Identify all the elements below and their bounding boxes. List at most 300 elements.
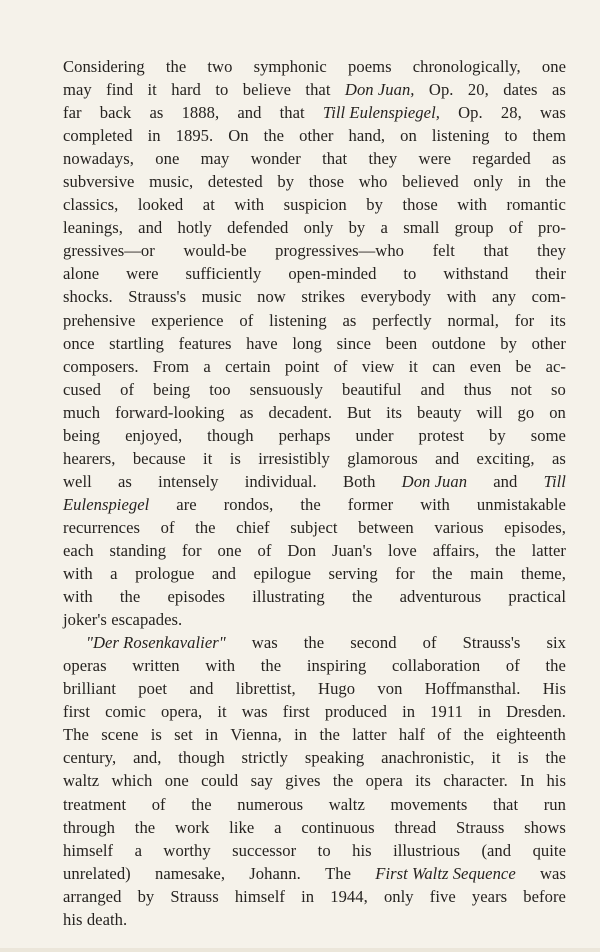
word: not <box>510 379 532 399</box>
word: the <box>319 725 340 745</box>
word: other <box>299 126 334 146</box>
word: by <box>348 218 366 238</box>
word: it <box>217 702 227 722</box>
word: (and <box>481 840 512 860</box>
word: his <box>63 909 83 929</box>
word: suspicion <box>283 195 347 215</box>
word: only <box>383 886 414 906</box>
word: like <box>229 817 255 837</box>
word: 28, <box>500 103 522 123</box>
word: music, <box>149 172 194 192</box>
word: latter <box>531 540 566 560</box>
text-line <box>63 677 566 700</box>
word: serving <box>328 564 378 584</box>
word: various <box>434 517 484 537</box>
word: theme, <box>520 564 566 584</box>
word: escapades. <box>111 610 183 630</box>
word: successor <box>232 840 297 860</box>
word: run <box>543 794 566 814</box>
word: The <box>63 725 89 745</box>
word: they <box>537 241 566 261</box>
word: withstand <box>443 264 509 284</box>
word: unrelated) <box>63 863 131 883</box>
word: of <box>437 725 452 745</box>
word: who <box>358 172 388 192</box>
word: five <box>429 886 456 906</box>
word: his <box>352 840 372 860</box>
text-line <box>63 262 566 285</box>
italic-title: Till Eulenspiegel, <box>322 103 440 123</box>
word: protest <box>418 425 465 445</box>
word: that <box>279 103 305 123</box>
word: a <box>134 840 142 860</box>
word: with <box>63 587 93 607</box>
word: long <box>292 333 323 353</box>
word: to <box>403 264 417 284</box>
text-line <box>63 862 566 885</box>
word: the <box>134 817 156 837</box>
word: to <box>215 80 229 100</box>
word: ac- <box>545 356 566 376</box>
word: under <box>355 425 394 445</box>
word: the <box>300 494 321 514</box>
word: the <box>545 172 566 192</box>
word: of <box>160 517 175 537</box>
word: alone <box>63 264 100 284</box>
text-line <box>63 885 566 908</box>
word: completed <box>63 126 133 146</box>
word: pro- <box>538 218 566 238</box>
word: intensely <box>158 471 219 491</box>
text-line <box>63 285 566 308</box>
word: its <box>550 310 566 330</box>
word: second <box>350 633 397 653</box>
word: by <box>366 195 383 215</box>
word: dates <box>503 80 538 100</box>
word: beautiful <box>342 379 402 399</box>
word: be <box>515 356 532 376</box>
word: in <box>147 126 161 146</box>
word: view <box>361 356 395 376</box>
word: latter <box>352 725 387 745</box>
word: only <box>473 172 504 192</box>
word: in <box>205 725 219 745</box>
word: illustrious <box>393 840 460 860</box>
word: as <box>118 471 132 491</box>
word: chronologically, <box>412 57 521 76</box>
word: first <box>63 702 90 722</box>
word: though <box>207 425 254 445</box>
text-line <box>63 631 566 654</box>
word: hard <box>171 80 201 100</box>
word: may <box>63 80 92 100</box>
word: between <box>358 517 414 537</box>
word: epilogue <box>253 564 312 584</box>
word: been <box>385 333 418 353</box>
word: But <box>347 402 372 422</box>
text-line <box>63 516 566 539</box>
word: by <box>137 886 155 906</box>
word: Both <box>342 471 376 491</box>
word: opera <box>365 771 403 791</box>
word: that <box>493 794 519 814</box>
text-line <box>63 723 566 746</box>
word: one <box>155 149 180 169</box>
word: as <box>552 149 566 169</box>
word: with <box>205 656 236 676</box>
word: and <box>138 218 163 238</box>
word: of <box>333 356 348 376</box>
word: once <box>63 333 95 353</box>
word: 20, <box>467 80 489 100</box>
word: regarded <box>472 149 531 169</box>
word: them <box>532 126 566 146</box>
word: episodes, <box>504 517 566 537</box>
word: From <box>152 356 190 376</box>
word: for <box>395 564 415 584</box>
word: strikes <box>301 287 346 307</box>
word: His <box>542 679 566 699</box>
word: Strauss's <box>462 633 521 653</box>
word: which <box>111 771 153 791</box>
word: Juan's <box>331 540 373 560</box>
word: for <box>182 540 202 560</box>
word: in <box>294 725 308 745</box>
word: much <box>63 402 101 422</box>
word: of <box>505 656 520 676</box>
word: operas <box>63 656 107 676</box>
word: character. <box>443 771 508 791</box>
text-line <box>63 562 566 585</box>
word: waltz <box>63 771 100 791</box>
italic-title: First Waltz Sequence <box>375 863 516 883</box>
word: practical <box>508 587 566 607</box>
word: hotly <box>177 218 212 238</box>
word: is <box>517 748 529 768</box>
word: perhaps <box>278 425 331 445</box>
word: is <box>150 725 162 745</box>
word: Hoffmansthal. <box>424 679 521 699</box>
word: former <box>347 494 394 514</box>
word: could <box>201 771 239 791</box>
text-line <box>63 309 566 332</box>
word: and <box>237 103 262 123</box>
word: strictly <box>241 748 289 768</box>
word: worthy <box>163 840 211 860</box>
word: sensuously <box>249 379 323 399</box>
word: shocks. <box>63 287 113 307</box>
word: von <box>377 679 403 699</box>
word: poet <box>138 679 168 699</box>
word: the <box>351 587 373 607</box>
word: the <box>332 771 354 791</box>
word: the <box>165 57 187 76</box>
word: will <box>476 402 503 422</box>
word: wonder <box>250 149 301 169</box>
text-line <box>63 654 566 677</box>
word: by <box>277 172 295 192</box>
word: 1888, <box>181 103 220 123</box>
text-line <box>63 539 566 562</box>
word: century, <box>63 748 117 768</box>
word: joker's <box>63 610 107 630</box>
word: go <box>517 402 535 422</box>
word: in <box>478 702 492 722</box>
text-line <box>63 793 566 816</box>
word: its <box>386 402 402 422</box>
word: as <box>551 80 566 100</box>
word: looked <box>137 195 184 215</box>
word: believe <box>242 80 291 100</box>
word: decadent. <box>268 402 333 422</box>
word: with <box>63 564 93 584</box>
word: written <box>132 656 180 676</box>
text-line <box>63 585 566 608</box>
word: since <box>336 333 372 353</box>
word: is <box>229 448 241 468</box>
text-line <box>63 700 566 723</box>
word: eighteenth <box>496 725 566 745</box>
word: on <box>400 126 417 146</box>
text-line <box>63 216 566 239</box>
word: one <box>164 771 189 791</box>
word: individual. <box>244 471 317 491</box>
text-line <box>63 447 566 470</box>
word: leanings, <box>63 218 123 238</box>
word: Op. <box>428 80 454 100</box>
word: classics, <box>63 195 119 215</box>
word: first <box>282 702 310 722</box>
word: find <box>106 80 134 100</box>
word: death. <box>86 909 128 929</box>
word: produced <box>324 702 387 722</box>
word: the <box>119 587 141 607</box>
word: it <box>203 448 213 468</box>
text-line <box>63 816 566 839</box>
word: Strauss <box>170 886 219 906</box>
word: half <box>398 725 425 745</box>
word: recurrences <box>63 517 141 537</box>
word: of <box>120 379 135 399</box>
word: the <box>191 794 212 814</box>
word: 1895. <box>175 126 214 146</box>
word: on <box>549 402 566 422</box>
word: In <box>520 771 535 791</box>
word: waltz <box>328 794 365 814</box>
text-line <box>63 101 566 124</box>
word: everybody <box>360 287 432 307</box>
word: anachronistic, <box>381 748 475 768</box>
word: romantic <box>506 195 566 215</box>
word: are <box>176 494 197 514</box>
paragraph <box>63 631 566 931</box>
text-line <box>63 193 566 216</box>
word: episodes <box>167 587 226 607</box>
word: the <box>303 633 325 653</box>
word: it <box>491 748 501 768</box>
word: treatment <box>63 794 127 814</box>
word: was <box>241 702 268 722</box>
word: continuous <box>301 817 375 837</box>
word: to <box>317 840 331 860</box>
word: features <box>178 333 232 353</box>
word: Op. <box>458 103 483 123</box>
word: some <box>530 425 566 445</box>
word: Dresden. <box>506 702 566 722</box>
word: unmistakable <box>476 494 566 514</box>
word: the <box>260 656 282 676</box>
word: inspiring <box>306 656 367 676</box>
word: believed <box>402 172 459 192</box>
word: arranged <box>63 886 122 906</box>
word: that <box>322 149 348 169</box>
word: far <box>63 103 82 123</box>
word: point <box>284 356 320 376</box>
word: the <box>195 517 216 537</box>
text-line <box>63 332 566 355</box>
word: back <box>99 103 132 123</box>
word: beauty <box>416 402 462 422</box>
word: with <box>420 494 450 514</box>
word: outdone <box>431 333 486 353</box>
italic-title: Don Juan <box>401 471 468 491</box>
text-line <box>63 493 566 516</box>
word: a <box>380 218 388 238</box>
word: himself <box>63 840 114 860</box>
word: of <box>257 540 272 560</box>
word: 1944, <box>330 886 368 906</box>
word: exciting, <box>476 448 535 468</box>
word: experience <box>151 310 224 330</box>
word: to <box>504 126 518 146</box>
word: prologue <box>135 564 195 584</box>
word: nowadays, <box>63 149 134 169</box>
word: because <box>132 448 186 468</box>
word: thus <box>463 379 492 399</box>
word: being <box>153 379 191 399</box>
word: that <box>305 80 331 100</box>
word: rondos, <box>223 494 274 514</box>
page-edge <box>0 948 600 952</box>
word: six <box>546 633 566 653</box>
word: Don <box>287 540 317 560</box>
text-line <box>63 908 566 931</box>
word: normal, <box>447 310 499 330</box>
word: at <box>202 195 215 215</box>
word: Johann. <box>249 863 301 883</box>
word: hand, <box>348 126 386 146</box>
text-line <box>63 170 566 193</box>
text-line <box>63 470 566 493</box>
word: the <box>263 126 285 146</box>
italic-title: "Der Rosenkavalier" <box>86 633 226 653</box>
text-line <box>63 55 566 78</box>
word: namesake, <box>155 863 226 883</box>
word: startling <box>109 333 164 353</box>
word: the <box>495 540 516 560</box>
word: a <box>274 817 282 837</box>
italic-title: Till <box>543 471 566 491</box>
text-line <box>63 769 566 792</box>
word: illustrating <box>252 587 325 607</box>
word: a <box>110 564 118 584</box>
word: love <box>388 540 417 560</box>
word: it <box>408 356 418 376</box>
word: speaking <box>304 748 365 768</box>
word: work <box>175 817 210 837</box>
word: opera, <box>160 702 203 722</box>
word: The <box>325 863 352 883</box>
word: and <box>435 448 460 468</box>
word: the <box>463 725 484 745</box>
word: Strauss <box>456 817 505 837</box>
word: that <box>483 241 509 261</box>
word: music <box>201 287 242 307</box>
word: only <box>303 218 334 238</box>
word: too <box>209 379 231 399</box>
word: one <box>217 540 242 560</box>
word: would-be <box>183 241 247 261</box>
body-text <box>63 55 566 931</box>
word: with <box>457 195 487 215</box>
word: subject <box>290 517 338 537</box>
word: small <box>403 218 440 238</box>
word: one <box>541 57 566 76</box>
word: years <box>471 886 508 906</box>
text-line <box>63 147 566 170</box>
word: cused <box>63 379 102 399</box>
word: scene <box>101 725 139 745</box>
word: of <box>422 633 437 653</box>
word: chief <box>236 517 270 537</box>
italic-title: Don Juan, <box>344 80 415 100</box>
word: defended <box>227 218 289 238</box>
word: On <box>228 126 249 146</box>
text-line <box>63 424 566 447</box>
word: subversive <box>63 172 135 192</box>
word: numerous <box>237 794 304 814</box>
word: say <box>250 771 273 791</box>
word: any <box>491 287 517 307</box>
word: were <box>418 149 451 169</box>
word: brilliant <box>63 679 116 699</box>
word: Considering <box>63 57 145 76</box>
word: certain <box>225 356 271 376</box>
word: and <box>420 379 445 399</box>
word: irresistibly <box>258 448 330 468</box>
word: collaboration <box>392 656 481 676</box>
word: open-minded <box>288 264 377 284</box>
word: glamorous <box>347 448 418 468</box>
word: progressives—who <box>275 241 405 261</box>
word: for <box>514 310 535 330</box>
word: shows <box>524 817 566 837</box>
word: of <box>151 794 166 814</box>
word: 1911 <box>430 702 463 722</box>
text-line <box>63 746 566 769</box>
word: in <box>402 702 416 722</box>
word: it <box>147 80 157 100</box>
text-line <box>63 401 566 424</box>
word: perfectly <box>372 310 432 330</box>
word: as <box>149 103 164 123</box>
word: affairs, <box>432 540 480 560</box>
text-line <box>63 355 566 378</box>
word: were <box>126 264 159 284</box>
word: have <box>246 333 278 353</box>
word: through <box>63 817 115 837</box>
word: a <box>203 356 211 376</box>
